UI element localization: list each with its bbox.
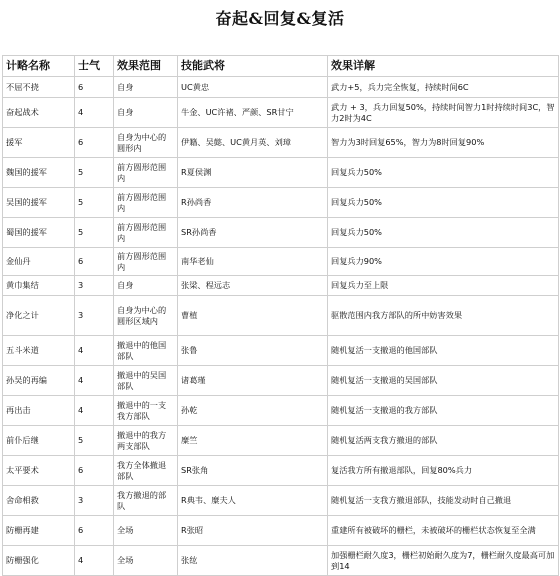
cell-detail: 驱散范围内我方部队的所中妨害效果 <box>328 296 559 336</box>
cell-morale: 4 <box>75 366 114 396</box>
cell-morale: 5 <box>75 218 114 248</box>
cell-morale: 5 <box>75 426 114 456</box>
cell-generals: R夏侯渊 <box>178 158 328 188</box>
cell-name: 防栅强化 <box>3 546 75 576</box>
cell-range: 前方圆形范围内 <box>114 218 178 248</box>
cell-name: 奋起战术 <box>3 98 75 128</box>
cell-morale: 5 <box>75 188 114 218</box>
cell-morale: 3 <box>75 276 114 296</box>
header-morale: 士气 <box>75 56 114 77</box>
cell-name: 孙吴的再编 <box>3 366 75 396</box>
cell-detail: 回复兵力50% <box>328 188 559 218</box>
cell-generals: 伊籍、吴懿、UC黄月英、刘璋 <box>178 128 328 158</box>
cell-generals: R孙尚香 <box>178 188 328 218</box>
header-detail: 效果详解 <box>328 56 559 77</box>
cell-morale: 4 <box>75 98 114 128</box>
table-row <box>3 486 559 516</box>
table-row <box>3 218 559 248</box>
cell-generals: SR张角 <box>178 456 328 486</box>
table-row <box>3 366 559 396</box>
cell-range: 撤退中的我方两支部队 <box>114 426 178 456</box>
cell-range: 撤退中的一支我方部队 <box>114 396 178 426</box>
cell-range: 自身 <box>114 276 178 296</box>
cell-name: 防栅再建 <box>3 516 75 546</box>
cell-range: 自身 <box>114 98 178 128</box>
table-row <box>3 456 559 486</box>
cell-generals: SR孙尚香 <box>178 218 328 248</box>
table-row <box>3 128 559 158</box>
cell-generals: R张昭 <box>178 516 328 546</box>
cell-morale: 6 <box>75 77 114 98</box>
cell-generals: R典韦、糜夫人 <box>178 486 328 516</box>
cell-detail: 复活我方所有撤退部队，回复80%兵力 <box>328 456 559 486</box>
cell-range: 前方圆形范围内 <box>114 248 178 276</box>
cell-detail: 回复兵力90% <box>328 248 559 276</box>
cell-detail: 武力+5，兵力完全恢复，持续时间6C <box>328 77 559 98</box>
cell-generals: UC黄忠 <box>178 77 328 98</box>
cell-morale: 6 <box>75 128 114 158</box>
table-row <box>3 248 559 276</box>
cell-name: 太平要术 <box>3 456 75 486</box>
cell-range: 撤退中的吴国部队 <box>114 366 178 396</box>
header-range: 效果范围 <box>114 56 178 77</box>
cell-morale: 6 <box>75 248 114 276</box>
cell-range: 前方圆形范围内 <box>114 188 178 218</box>
header-generals: 技能武将 <box>178 56 328 77</box>
cell-name: 吴国的援军 <box>3 188 75 218</box>
cell-morale: 4 <box>75 546 114 576</box>
cell-range: 我方撤退的部队 <box>114 486 178 516</box>
cell-detail: 随机复活一支我方撤退部队，技能发动时自己撤退 <box>328 486 559 516</box>
cell-morale: 4 <box>75 396 114 426</box>
cell-morale: 5 <box>75 158 114 188</box>
cell-generals: 糜竺 <box>178 426 328 456</box>
cell-name: 不屈不挠 <box>3 77 75 98</box>
cell-detail: 随机复活一支撤退的我方部队 <box>328 396 559 426</box>
table-row <box>3 98 559 128</box>
cell-range: 我方全体撤退部队 <box>114 456 178 486</box>
cell-detail: 回复兵力至上限 <box>328 276 559 296</box>
cell-range: 自身为中心的圆形区域内 <box>114 296 178 336</box>
table-row <box>3 336 559 366</box>
cell-name: 再出击 <box>3 396 75 426</box>
cell-detail: 回复兵力50% <box>328 158 559 188</box>
page-title: 奋起&回复&复活 <box>215 9 345 28</box>
table-row <box>3 77 559 98</box>
cell-morale: 4 <box>75 336 114 366</box>
table-row <box>3 188 559 218</box>
cell-generals: 诸葛瑾 <box>178 366 328 396</box>
cell-morale: 6 <box>75 516 114 546</box>
table-row <box>3 516 559 546</box>
header-name: 计略名称 <box>3 56 75 77</box>
cell-morale: 3 <box>75 486 114 516</box>
table-row <box>3 158 559 188</box>
cell-name: 五斗米道 <box>3 336 75 366</box>
table-row <box>3 546 559 576</box>
cell-detail: 回复兵力50% <box>328 218 559 248</box>
cell-range: 自身为中心的圆形内 <box>114 128 178 158</box>
cell-range: 自身 <box>114 77 178 98</box>
cell-generals: 张鲁 <box>178 336 328 366</box>
cell-generals: 张纮 <box>178 546 328 576</box>
table-header-row <box>3 56 559 77</box>
table-row <box>3 426 559 456</box>
cell-name: 前仆后继 <box>3 426 75 456</box>
cell-range: 撤退中的他国部队 <box>114 336 178 366</box>
cell-morale: 6 <box>75 456 114 486</box>
cell-generals: 张梁、程远志 <box>178 276 328 296</box>
cell-name: 金仙丹 <box>3 248 75 276</box>
cell-detail: 随机复活两支我方撤退的部队 <box>328 426 559 456</box>
cell-name: 援军 <box>3 128 75 158</box>
cell-name: 蜀国的援军 <box>3 218 75 248</box>
cell-detail: 武力 + 3，兵力回复50%，持续时间智力1时持续时间3C，智力2时为4C <box>328 98 559 128</box>
cell-name: 舍命相救 <box>3 486 75 516</box>
cell-generals: 牛金、UC许褚、严颜、SR甘宁 <box>178 98 328 128</box>
cell-range: 前方圆形范围内 <box>114 158 178 188</box>
cell-detail: 智力为3时回复65%，智力为8时回复90% <box>328 128 559 158</box>
cell-generals: 曹植 <box>178 296 328 336</box>
cell-generals: 孙乾 <box>178 396 328 426</box>
cell-name: 黄巾集结 <box>3 276 75 296</box>
cell-detail: 重建所有被破坏的栅栏，未被破坏的栅栏状态恢复至全满 <box>328 516 559 546</box>
cell-range: 全场 <box>114 516 178 546</box>
cell-name: 净化之计 <box>3 296 75 336</box>
cell-detail: 加强栅栏耐久度3，栅栏初始耐久度为7，栅栏耐久度最高可加到14 <box>328 546 559 576</box>
cell-name: 魏国的援军 <box>3 158 75 188</box>
table-row <box>3 396 559 426</box>
table-row <box>3 296 559 336</box>
cell-detail: 随机复活一支撤退的他国部队 <box>328 336 559 366</box>
cell-morale: 3 <box>75 296 114 336</box>
table-row <box>3 276 559 296</box>
cell-detail: 随机复活一支撤退的吴国部队 <box>328 366 559 396</box>
cell-range: 全场 <box>114 546 178 576</box>
cell-generals: 南华老仙 <box>178 248 328 276</box>
table-body <box>3 77 559 576</box>
strategy-table <box>2 55 559 576</box>
